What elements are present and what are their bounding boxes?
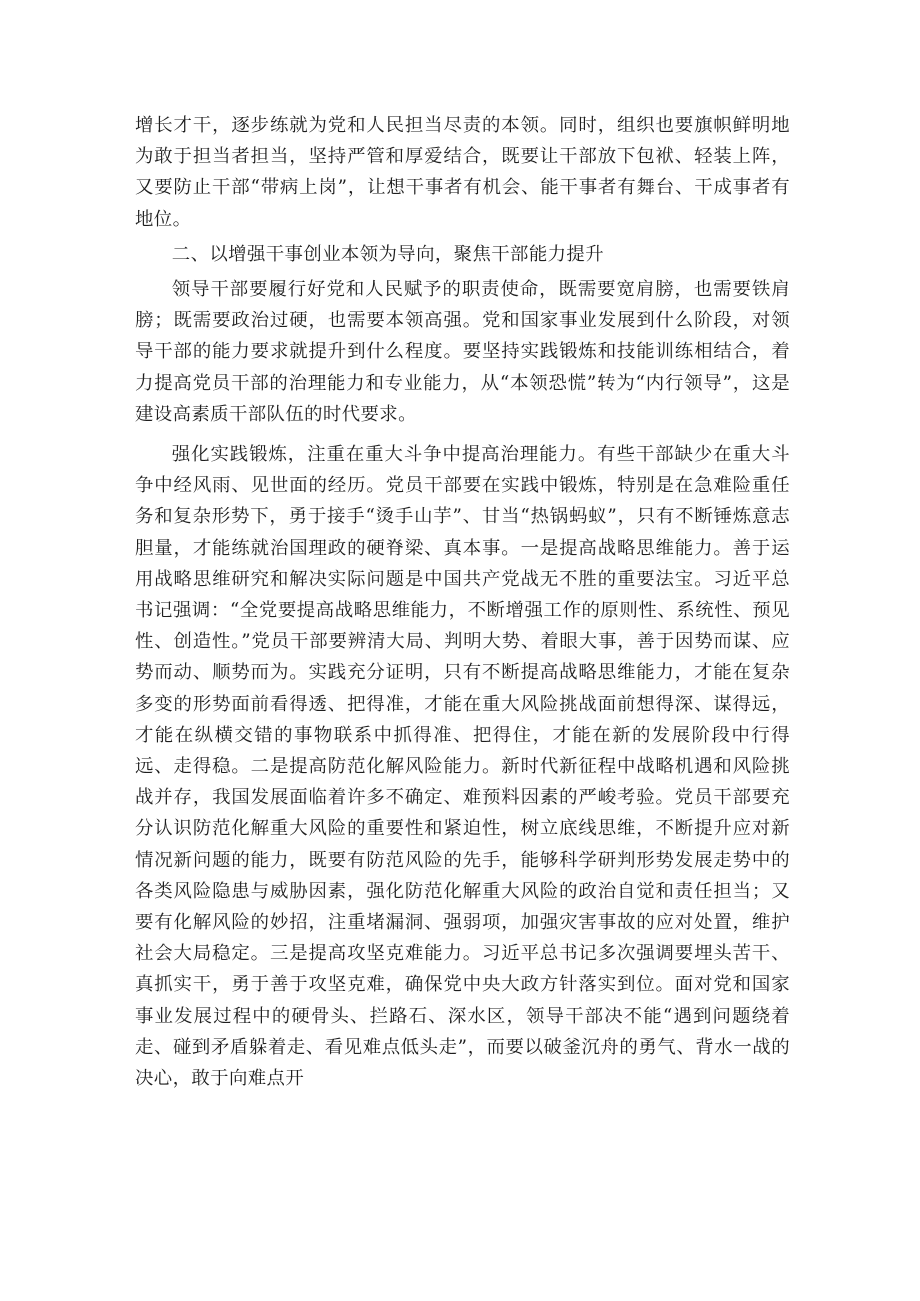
paragraph-leadership-duties: 领导干部要履行好党和人民赋予的职责使命，既需要宽肩膀，也需要铁肩膀；既需要政治过硬，也需要本领高强。党和国家事业发展到什么阶段，对领导干部的能力要求就提升到什么程度。要坚持实践锻炼和技能训练相结合，着力提高党员干部的治理能力和专业能力，从“本领恐慌”转为“内行领导”，这是建设高素质干部队伍的时代要求。 <box>135 279 790 425</box>
paragraph-continuation: 增长才干，逐步练就为党和人民担当尽责的本领。同时，组织也要旗帜鲜明地为敢于担当者担当，坚持严管和厚爱结合，既要让干部放下包袱、轻装上阵，又要防止干部“带病上岗”，让想干事者有机会、能干事者有舞台、干成事者有地位。 <box>135 115 790 230</box>
section-heading: 二、以增强干事创业本领为导向，聚焦干部能力提升 <box>171 243 604 265</box>
document-body <box>135 110 790 1094</box>
paragraph-practice-training: 强化实践锻炼，注重在重大斗争中提高治理能力。有些干部缺少在重大斗争中经风雨、见世面的经历。党员干部要在实践中锻炼，特别是在急难险重任务和复杂形势下，勇于接手“烫手山芋”、甘当“热锅蚂蚁”，只有不断锤炼意志胆量，才能练就治国理政的硬脊梁、真本事。一是提高战略思维能力。善于运用战略思维研究和解决实际问题是中国共产党战无不胜的重要法宝。习近平总书记强调：“全党要提高战略思维能力，不断增强工作的原则性、系统性、预见性、创造性。”党员干部要辨清大局、判明大势、着眼大事，善于因势而谋、应势而动、顺势而为。实践充分证明，只有不断提高战略思维能力，才能在复杂多变的形势面前看得透、把得准，才能在重大风险挑战面前想得深、谋得远，才能在纵横交错的事物联系中抓得准、把得住，才能在新的发展阶段中行得远、走得稳。二是提高防范化解风险能力。新时代新征程中战略机遇和风险挑战并存，我国发展面临着许多不确定、难预料因素的严峻考验。党员干部要充分认识防范化解重大风险的重要性和紧迫性，树立底线思维，不断提升应对新情况新问题的能力，既要有防范风险的先手，能够科学研判形势发展走势中的各类风险隐患与威胁因素，强化防范化解重大风险的政治自觉和责任担当；又要有化解风险的妙招，注重堵漏洞、强弱项，加强灾害事故的应对处置，维护社会大局稳定。三是提高攻坚克难能力。习近平总书记多次强调要埋头苦干、真抓实干，勇于善于攻坚克难，确保党中央大政方针落实到位。面对党和国家事业发展过程中的硬骨头、拦路石、深水区，领导干部决不能“遇到问题绕着走、碰到矛盾躲着走、看见难点低头走”，而要以破釜沉舟的勇气、背水一战的决心，敢于向难点开 <box>135 444 790 1090</box>
